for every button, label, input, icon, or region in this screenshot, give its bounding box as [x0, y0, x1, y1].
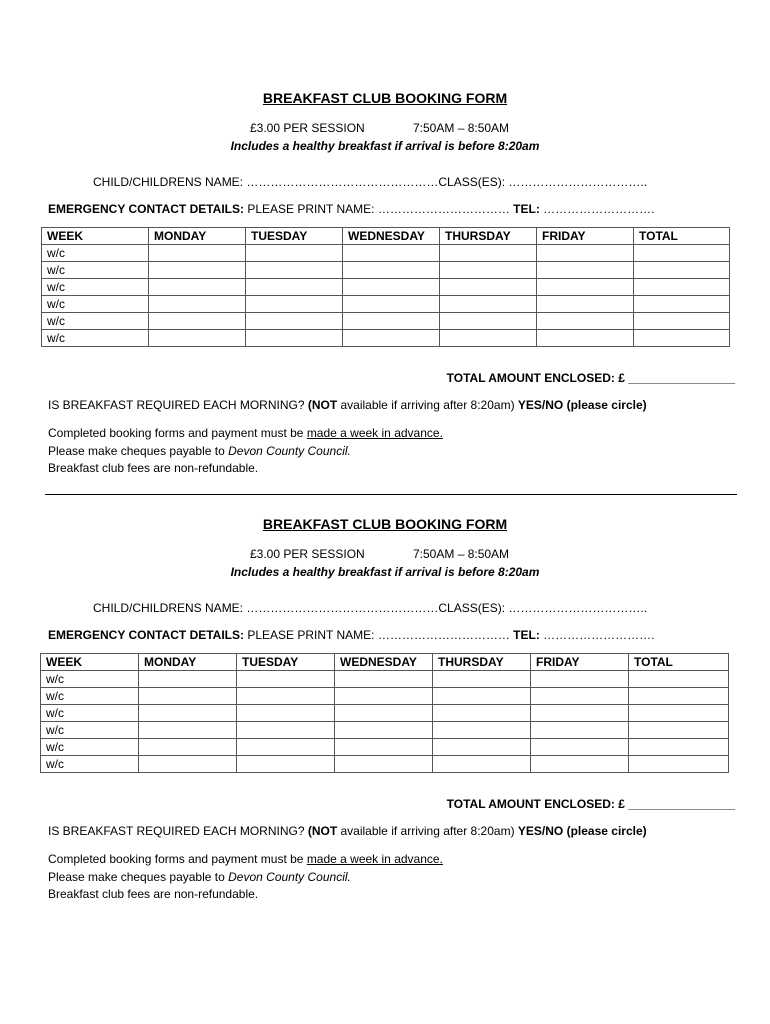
week-cell[interactable]: w/c [42, 262, 149, 279]
total-cell[interactable] [634, 245, 730, 262]
emergency-contact-field[interactable] [48, 202, 655, 216]
terms-notes [48, 851, 443, 904]
total-cell[interactable] [634, 313, 730, 330]
header-total: TOTAL [629, 654, 729, 671]
day-cell[interactable] [149, 279, 246, 296]
booking-form-bottom [0, 426, 770, 901]
day-cell[interactable] [343, 245, 440, 262]
tel-field[interactable]: ………………………. [539, 202, 655, 216]
child-name-class-field[interactable]: CHILD/CHILDRENS NAME: …………………………………………CLASS(ES): …………………………….. [93, 175, 648, 189]
header-thursday: THURSDAY [433, 654, 531, 671]
question-condition: available if arriving after 8:20am) [337, 398, 518, 412]
day-cell[interactable] [139, 756, 237, 773]
total-amount-field[interactable]: TOTAL AMOUNT ENCLOSED: £ ________________ [446, 797, 735, 811]
day-cell[interactable] [139, 671, 237, 688]
advance-note-text: Completed booking forms and payment must be [48, 852, 307, 866]
table-row [41, 756, 729, 773]
header-tuesday: TUESDAY [246, 228, 343, 245]
advance-note-text: Completed booking forms and payment must be [48, 426, 307, 440]
day-cell[interactable] [440, 330, 537, 347]
day-cell[interactable] [343, 296, 440, 313]
question-text: IS BREAKFAST REQUIRED EACH MORNING? [48, 398, 308, 412]
form-title: BREAKFAST CLUB BOOKING FORM [262, 90, 508, 106]
total-cell[interactable] [634, 279, 730, 296]
yes-no-choice[interactable]: YES/NO (please circle) [517, 824, 647, 838]
cheque-note [48, 869, 443, 887]
day-cell[interactable] [335, 705, 433, 722]
week-cell[interactable]: w/c [42, 330, 149, 347]
emergency-label: EMERGENCY CONTACT DETAILS: [48, 628, 245, 642]
day-cell[interactable] [537, 279, 634, 296]
day-cell[interactable] [531, 688, 629, 705]
week-cell[interactable]: w/c [41, 756, 139, 773]
header-monday: MONDAY [149, 228, 246, 245]
refund-note: Breakfast club fees are non-refundable. [48, 461, 259, 475]
header-week: WEEK [42, 228, 149, 245]
cheque-payee: Devon County Council. [228, 869, 351, 884]
question-condition: available if arriving after 8:20am) [337, 824, 518, 838]
header-friday: FRIDAY [537, 228, 634, 245]
day-cell[interactable] [335, 722, 433, 739]
header-thursday: THURSDAY [440, 228, 537, 245]
table-header-row [41, 654, 729, 671]
child-name-class-field[interactable]: CHILD/CHILDRENS NAME: …………………………………………CLASS(ES): …………………………….. [93, 601, 648, 615]
tel-field[interactable]: ………………………. [539, 628, 655, 642]
day-cell[interactable] [440, 262, 537, 279]
session-time: 7:50AM – 8:50AM [413, 547, 510, 561]
advance-note-emphasis: made a week in advance. [306, 426, 443, 440]
day-cell[interactable] [537, 330, 634, 347]
week-cell[interactable]: w/c [42, 279, 149, 296]
table-row [41, 705, 729, 722]
day-cell[interactable] [237, 688, 335, 705]
day-cell[interactable] [537, 262, 634, 279]
day-cell[interactable] [531, 739, 629, 756]
day-cell[interactable] [531, 756, 629, 773]
day-cell[interactable] [139, 688, 237, 705]
question-not: (NOT [307, 398, 338, 412]
header-wednesday: WEDNESDAY [343, 228, 440, 245]
day-cell[interactable] [440, 296, 537, 313]
day-cell[interactable] [149, 330, 246, 347]
breakfast-required-question [48, 398, 647, 412]
day-cell[interactable] [149, 262, 246, 279]
day-cell[interactable] [343, 313, 440, 330]
day-cell[interactable] [531, 705, 629, 722]
table-row [42, 313, 730, 330]
week-cell[interactable]: w/c [41, 722, 139, 739]
day-cell[interactable] [433, 705, 531, 722]
print-name-field[interactable]: PLEASE PRINT NAME: …………………………… [244, 202, 514, 216]
emergency-label: EMERGENCY CONTACT DETAILS: [48, 202, 245, 216]
table-row [42, 245, 730, 262]
total-cell[interactable] [629, 739, 729, 756]
day-cell[interactable] [149, 245, 246, 262]
week-cell[interactable]: w/c [41, 671, 139, 688]
booking-table [41, 227, 730, 347]
day-cell[interactable] [149, 313, 246, 330]
table-row [42, 262, 730, 279]
session-time: 7:50AM – 8:50AM [413, 121, 510, 135]
day-cell[interactable] [335, 671, 433, 688]
booking-form-top [0, 0, 770, 475]
week-cell[interactable]: w/c [41, 739, 139, 756]
day-cell[interactable] [139, 739, 237, 756]
day-cell[interactable] [433, 671, 531, 688]
table-header-row [42, 228, 730, 245]
day-cell[interactable] [246, 313, 343, 330]
total-cell[interactable] [629, 756, 729, 773]
header-tuesday: TUESDAY [237, 654, 335, 671]
total-cell[interactable] [629, 705, 729, 722]
day-cell[interactable] [237, 705, 335, 722]
total-cell[interactable] [634, 262, 730, 279]
print-name-field[interactable]: PLEASE PRINT NAME: …………………………… [244, 628, 514, 642]
day-cell[interactable] [440, 245, 537, 262]
table-row [41, 688, 729, 705]
cheque-note-text: Please make cheques payable to [48, 443, 229, 458]
day-cell[interactable] [433, 739, 531, 756]
day-cell[interactable] [537, 313, 634, 330]
table-row [42, 296, 730, 313]
breakfast-note: Includes a healthy breakfast if arrival is before 8:20am [230, 139, 540, 153]
tel-label: TEL: [513, 628, 540, 642]
day-cell[interactable] [343, 262, 440, 279]
day-cell[interactable] [149, 296, 246, 313]
table-row [41, 722, 729, 739]
day-cell[interactable] [139, 722, 237, 739]
day-cell[interactable] [237, 671, 335, 688]
table-row [41, 671, 729, 688]
week-cell[interactable]: w/c [41, 688, 139, 705]
header-week: WEEK [41, 654, 139, 671]
table-row [41, 739, 729, 756]
day-cell[interactable] [440, 313, 537, 330]
total-cell[interactable] [629, 671, 729, 688]
day-cell[interactable] [246, 279, 343, 296]
refund-note: Breakfast club fees are non-refundable. [48, 887, 259, 901]
header-monday: MONDAY [139, 654, 237, 671]
day-cell[interactable] [335, 739, 433, 756]
session-price: £3.00 PER SESSION [250, 121, 365, 135]
day-cell[interactable] [246, 296, 343, 313]
day-cell[interactable] [335, 756, 433, 773]
breakfast-note: Includes a healthy breakfast if arrival is before 8:20am [230, 565, 540, 579]
day-cell[interactable] [343, 279, 440, 296]
breakfast-required-question [48, 824, 647, 838]
day-cell[interactable] [237, 756, 335, 773]
header-friday: FRIDAY [531, 654, 629, 671]
form-title: BREAKFAST CLUB BOOKING FORM [262, 516, 508, 532]
week-cell[interactable]: w/c [42, 296, 149, 313]
day-cell[interactable] [537, 245, 634, 262]
total-cell[interactable] [634, 330, 730, 347]
tel-label: TEL: [513, 202, 540, 216]
day-cell[interactable] [246, 245, 343, 262]
header-wednesday: WEDNESDAY [335, 654, 433, 671]
table-row [42, 279, 730, 296]
cheque-note-text: Please make cheques payable to [48, 869, 229, 884]
week-cell[interactable]: w/c [42, 245, 149, 262]
emergency-contact-field[interactable] [48, 628, 655, 642]
week-cell[interactable]: w/c [42, 313, 149, 330]
day-cell[interactable] [531, 722, 629, 739]
day-cell[interactable] [433, 722, 531, 739]
session-price: £3.00 PER SESSION [250, 547, 365, 561]
day-cell[interactable] [237, 739, 335, 756]
day-cell[interactable] [433, 688, 531, 705]
total-cell[interactable] [629, 722, 729, 739]
total-cell[interactable] [629, 688, 729, 705]
header-total: TOTAL [634, 228, 730, 245]
table-row [42, 330, 730, 347]
yes-no-choice[interactable]: YES/NO (please circle) [517, 398, 647, 412]
day-cell[interactable] [433, 756, 531, 773]
question-not: (NOT [307, 824, 338, 838]
booking-table [40, 653, 729, 773]
total-cell[interactable] [634, 296, 730, 313]
cheque-payee: Devon County Council. [228, 443, 351, 458]
day-cell[interactable] [343, 330, 440, 347]
total-amount-field[interactable]: TOTAL AMOUNT ENCLOSED: £ ________________ [446, 371, 735, 385]
day-cell[interactable] [335, 688, 433, 705]
day-cell[interactable] [139, 705, 237, 722]
day-cell[interactable] [537, 296, 634, 313]
advance-note-emphasis: made a week in advance. [306, 852, 443, 866]
day-cell[interactable] [246, 262, 343, 279]
day-cell[interactable] [440, 279, 537, 296]
day-cell[interactable] [237, 722, 335, 739]
week-cell[interactable]: w/c [41, 705, 139, 722]
advance-note [48, 851, 443, 869]
question-text: IS BREAKFAST REQUIRED EACH MORNING? [48, 824, 308, 838]
day-cell[interactable] [531, 671, 629, 688]
day-cell[interactable] [246, 330, 343, 347]
